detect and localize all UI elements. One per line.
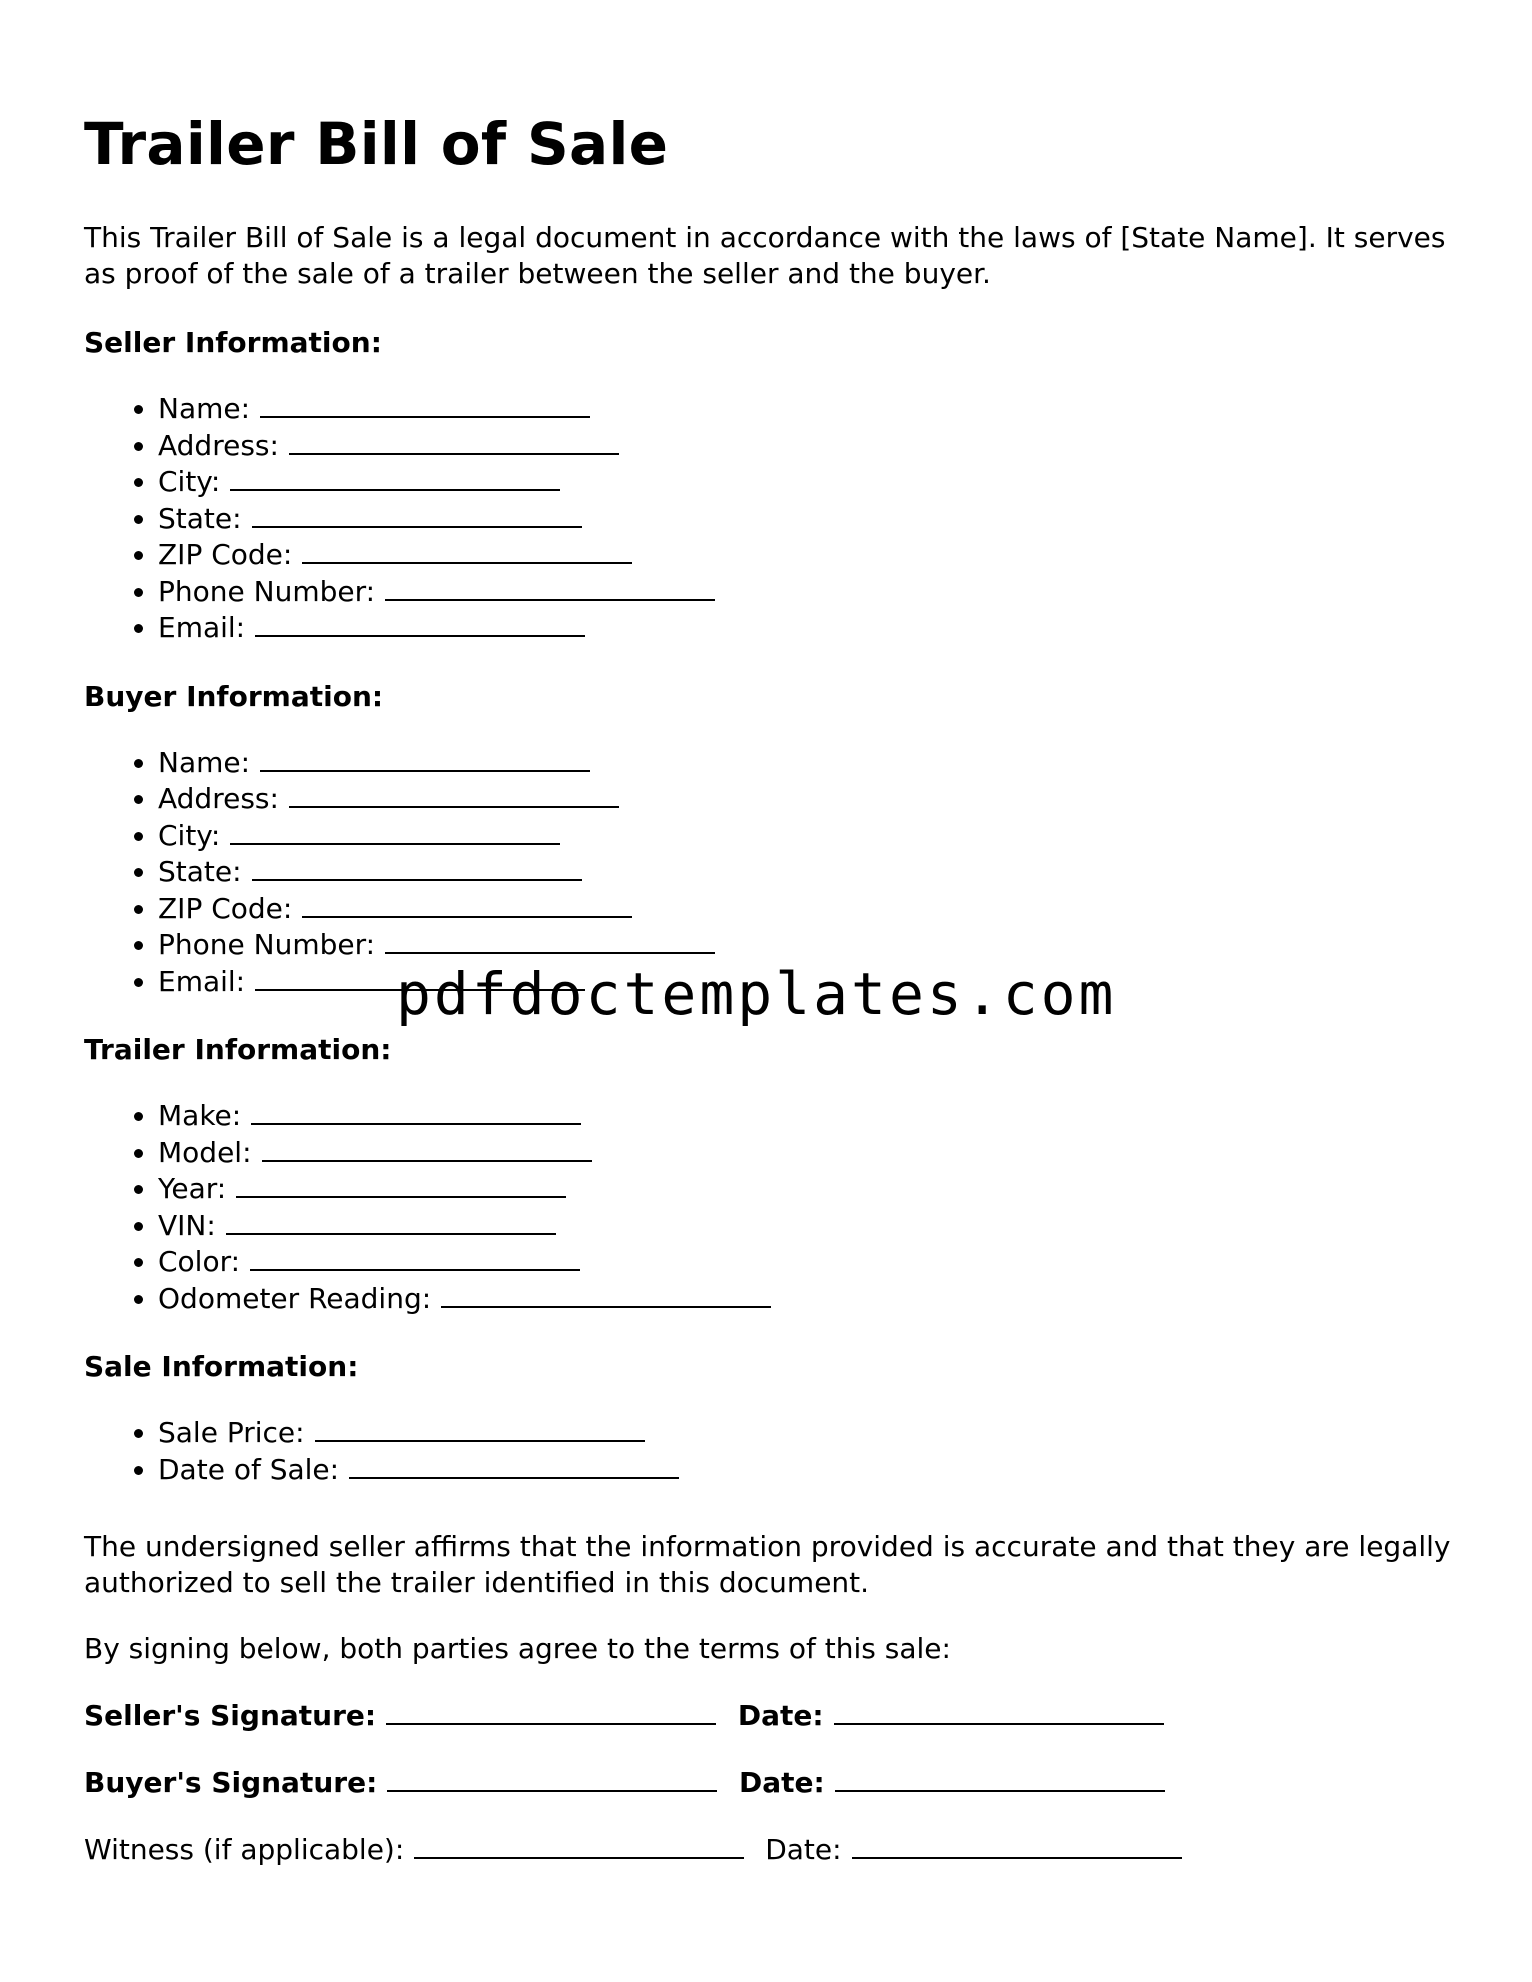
list-item: • ZIP Code:: [158, 536, 1464, 573]
seller-date-blank[interactable]: [834, 1697, 1164, 1725]
list-item: • Email:: [158, 963, 1464, 1000]
seller-phone-blank[interactable]: [385, 573, 715, 601]
list-item: • Date of Sale:: [158, 1451, 1464, 1488]
trailer-model-blank[interactable]: [262, 1134, 592, 1162]
trailer-color-blank[interactable]: [250, 1243, 580, 1271]
seller-field-list: [84, 390, 1464, 646]
seller-state-blank[interactable]: [252, 500, 582, 528]
sale-price-blank[interactable]: [315, 1414, 645, 1442]
list-item: • Odometer Reading:: [158, 1280, 1464, 1317]
buyer-signature-label: Buyer's Signature:: [84, 1766, 378, 1799]
list-item: • Model:: [158, 1134, 1464, 1171]
buyer-date-blank[interactable]: [835, 1764, 1165, 1792]
buyer-phone-blank[interactable]: [385, 926, 715, 954]
buyer-zip-blank[interactable]: [302, 890, 632, 918]
list-item: • City:: [158, 463, 1464, 500]
sale-field-list: [84, 1414, 1464, 1487]
buyer-signature-blank[interactable]: [387, 1764, 717, 1792]
list-item: • ZIP Code:: [158, 890, 1464, 927]
seller-date-label: Date:: [737, 1699, 824, 1732]
list-item: • City:: [158, 817, 1464, 854]
buyer-name-blank[interactable]: [260, 744, 590, 772]
list-item: • Color:: [158, 1243, 1464, 1280]
document-title: Trailer Bill of Sale: [84, 110, 669, 178]
trailer-odometer-blank[interactable]: [441, 1280, 771, 1308]
witness-signature-blank[interactable]: [414, 1831, 744, 1859]
trailer-heading: Trailer Information:: [84, 1033, 392, 1066]
seller-name-blank[interactable]: [260, 390, 590, 418]
watermark-text: pdfdoctemplates.com: [396, 960, 1117, 1028]
seller-signature-blank[interactable]: [386, 1697, 716, 1725]
list-item: • Phone Number:: [158, 926, 1464, 963]
seller-address-blank[interactable]: [289, 427, 619, 455]
list-item: • Make:: [158, 1097, 1464, 1134]
list-item: • Address:: [158, 427, 1464, 464]
witness-date-blank[interactable]: [852, 1831, 1182, 1859]
list-item: • Sale Price:: [158, 1414, 1464, 1451]
buyer-city-blank[interactable]: [230, 817, 560, 845]
list-item: • State:: [158, 853, 1464, 890]
list-item: • Phone Number:: [158, 573, 1464, 610]
seller-heading: Seller Information:: [84, 326, 382, 359]
witness-signature-label: Witness (if applicable):: [84, 1833, 405, 1866]
agreement-paragraph: By signing below, both parties agree to the terms of this sale:: [84, 1632, 951, 1665]
seller-zip-blank[interactable]: [302, 536, 632, 564]
buyer-address-blank[interactable]: [289, 780, 619, 808]
list-item: • Name:: [158, 744, 1464, 781]
affirmation-paragraph: The undersigned seller affirms that the information provided is accurate and that they are legally authorized to sell the trailer identified in this document.: [84, 1530, 1451, 1599]
trailer-field-list: [84, 1097, 1464, 1316]
buyer-state-blank[interactable]: [252, 853, 582, 881]
witness-signature-row: [84, 1831, 1464, 1868]
trailer-vin-blank[interactable]: [226, 1207, 556, 1235]
list-item: • Email:: [158, 609, 1464, 646]
seller-signature-label: Seller's Signature:: [84, 1699, 377, 1732]
sale-date-blank[interactable]: [349, 1451, 679, 1479]
seller-city-blank[interactable]: [230, 463, 560, 491]
list-item: • Name:: [158, 390, 1464, 427]
trailer-year-blank[interactable]: [236, 1170, 566, 1198]
buyer-signature-row: [84, 1764, 1464, 1801]
list-item: • Address:: [158, 780, 1464, 817]
witness-date-label: Date:: [765, 1833, 842, 1866]
seller-email-blank[interactable]: [255, 609, 585, 637]
list-item: • VIN:: [158, 1207, 1464, 1244]
buyer-heading: Buyer Information:: [84, 679, 384, 713]
list-item: • Year:: [158, 1170, 1464, 1207]
trailer-make-blank[interactable]: [251, 1097, 581, 1125]
list-item: • State:: [158, 500, 1464, 537]
seller-signature-row: [84, 1697, 1464, 1734]
sale-heading: Sale Information:: [84, 1350, 359, 1383]
intro-paragraph: This Trailer Bill of Sale is a legal document in accordance with the laws of [State Name]. It serves as proof of the sale of a trailer between the seller and the buyer.: [84, 221, 1446, 290]
buyer-date-label: Date:: [739, 1766, 825, 1799]
